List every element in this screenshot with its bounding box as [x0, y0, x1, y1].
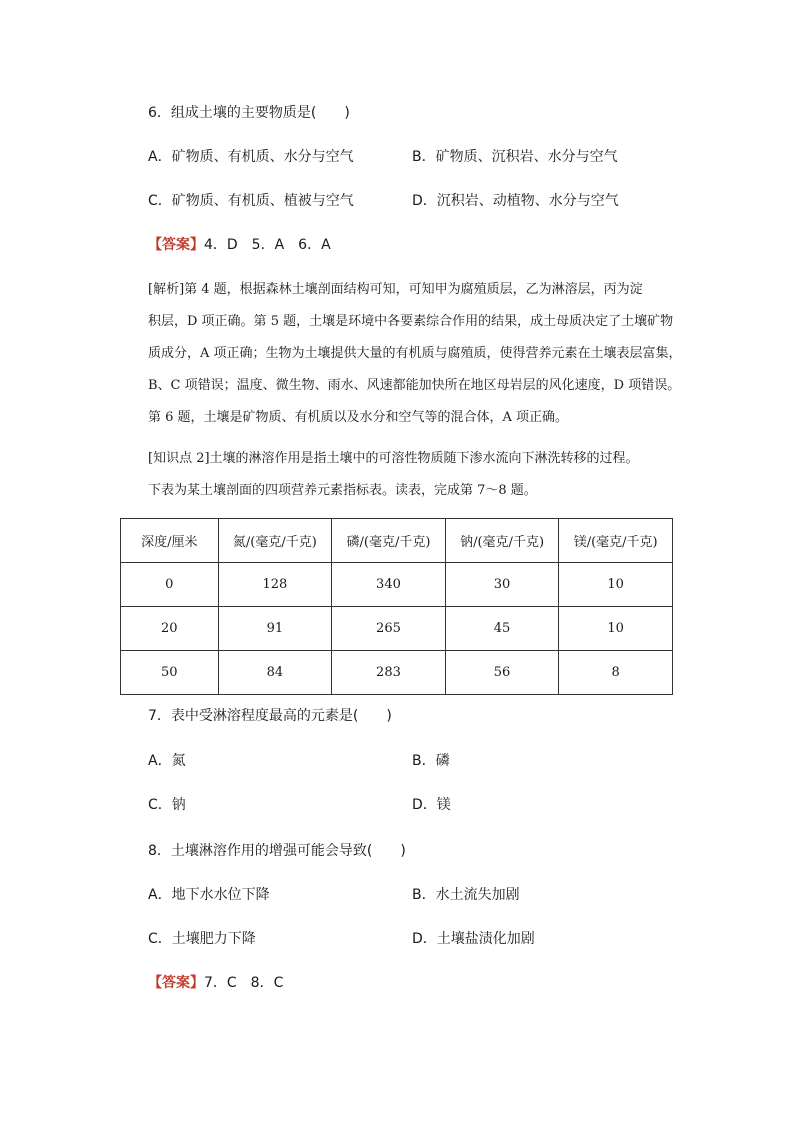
nutrient-table	[120, 518, 673, 695]
answer-text: 7．C 8．C	[204, 975, 284, 991]
table-cell: 56	[445, 651, 559, 695]
table-header: 氮/(毫克/千克)	[218, 519, 332, 563]
q6-option-a: A．矿物质、有机质、水分与空气	[148, 149, 354, 165]
table-cell: 45	[445, 607, 559, 651]
knowledge-line: 下表为某土壤剖面的四项营养元素指标表。读表，完成第 7～8 题。	[148, 483, 537, 498]
knowledge-line: [知识点 2]土壤的淋溶作用是指土壤中的可溶性物质随下渗水流向下淋洗转移的过程。	[148, 451, 639, 466]
q6-option-c: C．矿物质、有机质、植被与空气	[148, 193, 354, 209]
q8-option-d: D．土壤盐渍化加剧	[412, 931, 535, 947]
table-cell: 50	[121, 651, 219, 695]
table-cell: 0	[121, 563, 219, 607]
analysis-line: B、C 项错误；温度、微生物、雨水、风速都能加快所在地区母岩层的风化速度，D 项错误。	[148, 378, 681, 393]
knowledge-paragraph	[148, 443, 688, 507]
q8-option-a: A．地下水水位下降	[148, 887, 270, 903]
table-row	[121, 651, 673, 695]
table-cell: 84	[218, 651, 332, 695]
analysis-line: [解析]第 4 题，根据森林土壤剖面结构可知，可知甲为腐殖质层，乙为淋溶层，丙为淀	[148, 282, 643, 297]
table-cell: 265	[332, 607, 446, 651]
analysis-line: 质成分，A 项正确；生物为土壤提供大量的有机质与腐殖质，使得营养元素在土壤表层富集，	[148, 346, 682, 361]
question-7-stem: 7．表中受淋溶程度最高的元素是( )	[148, 708, 392, 724]
answer-text: 4．D 5．A 6．A	[204, 237, 331, 253]
table-cell: 10	[559, 607, 673, 651]
q7-option-b: B．磷	[412, 753, 450, 769]
table-row	[121, 563, 673, 607]
analysis-line: 第 6 题，土壤是矿物质、有机质以及水分和空气等的混合体，A 项正确。	[148, 410, 569, 425]
answer-tag: 【答案】	[148, 237, 204, 253]
question-6-stem: 6．组成土壤的主要物质是( )	[148, 105, 350, 121]
q6-option-b: B．矿物质、沉积岩、水分与空气	[412, 149, 618, 165]
table-header: 钠/(毫克/千克)	[445, 519, 559, 563]
q8-option-b: B．水土流失加剧	[412, 887, 520, 903]
q6-option-d: D．沉积岩、动植物、水分与空气	[412, 193, 619, 209]
q7-option-c: C．钠	[148, 797, 186, 813]
table-cell: 340	[332, 563, 446, 607]
table-header: 深度/厘米	[121, 519, 219, 563]
table-cell: 128	[218, 563, 332, 607]
table-header: 磷/(毫克/千克)	[332, 519, 446, 563]
q7-option-d: D．镁	[412, 797, 451, 813]
analysis-paragraph	[148, 274, 688, 434]
table-cell: 10	[559, 563, 673, 607]
table-cell: 20	[121, 607, 219, 651]
table-row	[121, 607, 673, 651]
answer-line-1	[148, 235, 331, 255]
table-header-row	[121, 519, 673, 563]
analysis-line: 积层，D 项正确。第 5 题，土壤是环境中各要素综合作用的结果，成土母质决定了土壤矿物	[148, 314, 674, 329]
answer-tag: 【答案】	[148, 975, 204, 991]
q8-option-c: C．土壤肥力下降	[148, 931, 256, 947]
table-header: 镁/(毫克/千克)	[559, 519, 673, 563]
answer-line-2	[148, 973, 283, 993]
table-cell: 283	[332, 651, 446, 695]
question-8-stem: 8．土壤淋溶作用的增强可能会导致( )	[148, 843, 406, 859]
q7-option-a: A．氮	[148, 753, 186, 769]
table-cell: 8	[559, 651, 673, 695]
table-cell: 30	[445, 563, 559, 607]
table-cell: 91	[218, 607, 332, 651]
